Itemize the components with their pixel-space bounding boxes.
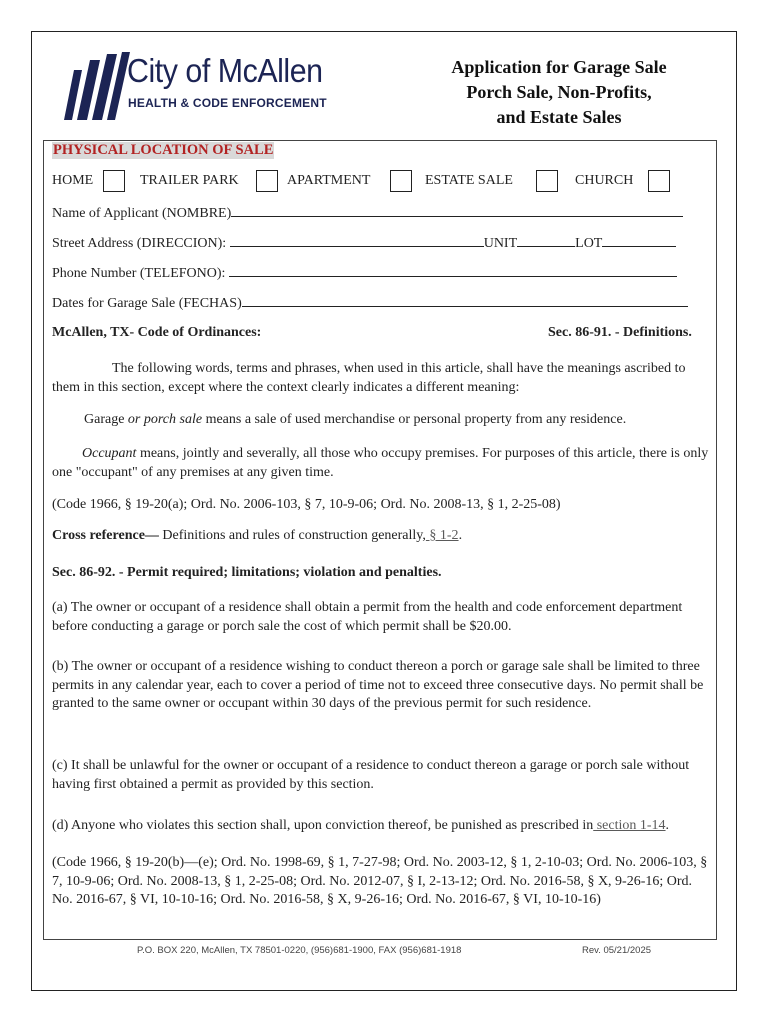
section-definitions-heading: Sec. 86-91. - Definitions. [548, 325, 692, 340]
section-heading-location: PHYSICAL LOCATION OF SALE [53, 142, 274, 158]
paragraph-d-text: (d) Anyone who violates this section shall, upon conviction thereof, be punished as prescribed in [52, 818, 594, 833]
title-line: Application for Garage Sale [451, 57, 667, 77]
occupant-term: Occupant [82, 446, 137, 461]
applicant-row [52, 204, 683, 222]
occupant-def: means, jointly and severally, all those who occupy premises. For purposes of this article, there is only one "occupant" of any premises at any given time. [52, 446, 709, 480]
paragraph-c: (c) It shall be unlawful for the owner or occupant of a residence to conduct thereon a garage or porch sale without having first obtained a permit as provided by this section. [52, 758, 690, 792]
title-line: and Estate Sales [496, 107, 622, 127]
cross-reference-text: Definitions and rules of construction generally, [158, 528, 426, 543]
option-label-church: CHURCH [575, 173, 634, 188]
paragraph-b: (b) The owner or occupant of a residence wishing to conduct thereon a porch or garage sale shall be limited to three permits in any calendar year, each to cover a period of time not to exceed three consecutive days. No permit shall be granted to the same owner or occupant within 30 days of the previous permit for such residence. [52, 659, 704, 711]
title-line: Porch Sale, Non-Profits, [466, 82, 652, 102]
checkbox-apartment[interactable] [390, 170, 412, 192]
option-label-home: HOME [52, 173, 94, 188]
cross-reference-label: Cross reference— [52, 528, 159, 543]
unit-input[interactable] [517, 234, 575, 247]
form-title [420, 55, 698, 130]
garage-definition [52, 411, 712, 430]
paragraph-d-end: . [665, 818, 670, 833]
dates-input[interactable] [242, 294, 688, 307]
section-1-14-link[interactable]: section 1-14 [593, 818, 666, 833]
option-label-trailer-park: TRAILER PARK [140, 173, 239, 188]
phone-row [52, 264, 677, 282]
lot-label: LOT [575, 236, 603, 251]
logo-title: City of McAllen [127, 52, 323, 89]
logo-subtitle: HEALTH & CODE ENFORCEMENT [128, 96, 327, 110]
address-label: Street Address (DIRECCION): [52, 236, 227, 251]
dates-label: Dates for Garage Sale (FECHAS) [52, 296, 242, 311]
cross-reference [52, 527, 712, 546]
code-history-2: (Code 1966, § 19-20(b)—(e); Ord. No. 1998-69, § 1, 7-27-98; Ord. No. 2003-12, § 1, 2-10-03; Ord. No. 2006-103, § 7, 10-9-06; Ord. No. 2008-13, § 1, 2-25-08; Ord. No. 2012-07, § I, 2-13-12; Ord. No. 2016-58, § X, 9-26-16; Ord. No. 2016-67, § VI, 10-10-16; Ord. No. 2016-58, § X, 9-26-16; Ord. No. 2016-67, § VI, 10-10-16) [52, 855, 708, 907]
checkbox-trailer-park[interactable] [256, 170, 278, 192]
cross-reference-end: . [458, 528, 463, 543]
checkbox-church[interactable] [648, 170, 670, 192]
garage-term: or porch sale [127, 412, 203, 427]
garage-def: means a sale of used merchandise or personal property from any residence. [202, 412, 627, 427]
footer-revision: Rev. 05/21/2025 [582, 945, 652, 956]
section-86-92-heading: Sec. 86-92. - Permit required; limitations; violation and penalties. [52, 565, 442, 580]
section-1-2-link[interactable]: § 1-2 [425, 528, 459, 543]
intro-paragraph: The following words, terms and phrases, when used in this article, shall have the meanings ascribed to them in this section, except where the context clearly indicates a different meaning: [52, 361, 686, 395]
option-label-apartment: APARTMENT [287, 173, 371, 188]
footer-address: P.O. BOX 220, McAllen, TX 78501-0220, (956)681-1900, FAX (956)681-1918 [137, 945, 462, 956]
applicant-input[interactable] [231, 204, 683, 217]
applicant-label: Name of Applicant (NOMBRE) [52, 206, 232, 221]
paragraph-d [52, 817, 712, 836]
address-row [52, 234, 676, 252]
garage-pre: Garage [84, 412, 128, 427]
phone-label: Phone Number (TELEFONO): [52, 266, 226, 281]
checkbox-home[interactable] [103, 170, 125, 192]
dates-row [52, 294, 688, 312]
code-history-1: (Code 1966, § 19-20(a); Ord. No. 2006-103, § 7, 10-9-06; Ord. No. 2008-13, § 1, 2-25-08) [52, 497, 561, 512]
phone-input[interactable] [229, 264, 677, 277]
checkbox-estate-sale[interactable] [536, 170, 558, 192]
occupant-definition [52, 445, 712, 482]
paragraph-a: (a) The owner or occupant of a residence shall obtain a permit from the health and code enforcement department before conducting a garage or porch sale the cost of which permit shall be $20.00. [52, 600, 683, 634]
address-input[interactable] [230, 234, 484, 247]
ordinance-heading: McAllen, TX- Code of Ordinances: [52, 325, 262, 340]
unit-label: UNIT [483, 236, 518, 251]
lot-input[interactable] [602, 234, 676, 247]
option-label-estate-sale: ESTATE SALE [425, 173, 513, 188]
